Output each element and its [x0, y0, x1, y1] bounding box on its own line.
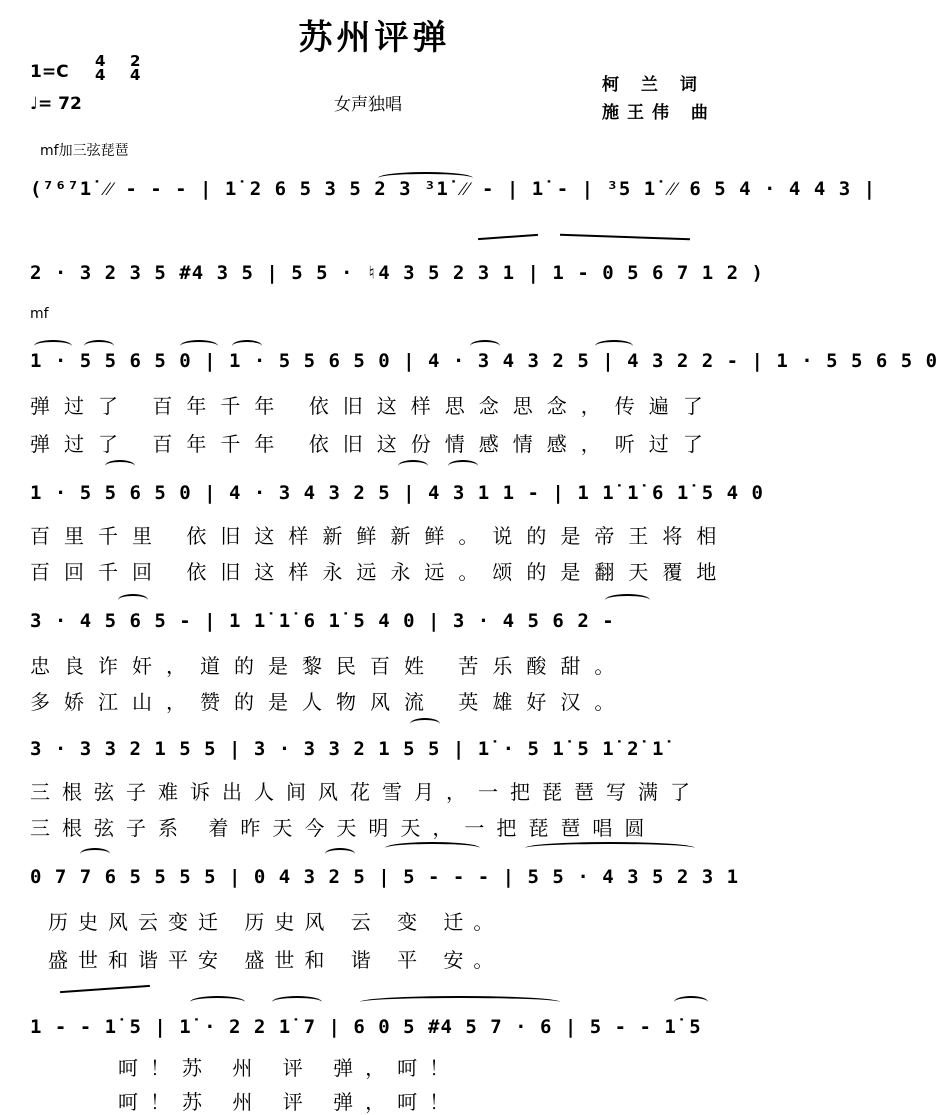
lyric-line-7b: 盛世和谐平安 盛世和 谐 平 安。 [48, 948, 504, 972]
slur [605, 594, 650, 606]
slur [385, 842, 480, 854]
score-line-5: 3 · 4 5 6 5 - | 1 1̇ 1̇ 6 1̇ 5 4 0 | 3 · 4 5 6 2 - [30, 610, 615, 632]
lyric-line-8b: 呵！苏 州 评 弹，呵！ [118, 1090, 462, 1114]
crescendo-mark [60, 985, 150, 993]
slur [360, 996, 560, 1008]
score-line-1: (⁷⁶⁷1̇ ⁄⁄ - - - | 1̇ 2 6 5 3 5 2 3 ³1̇ ⁄⁄ - | 1̇ - | ³5 1̇ ⁄⁄ 6 5 4 · 4 4 3 | [30, 178, 877, 200]
time-signature-2: 2 4 [130, 52, 141, 84]
lyricist: 柯 兰 词 [602, 75, 705, 95]
slur [272, 996, 322, 1008]
page-title: 苏州评弹 [298, 18, 451, 58]
score-line-2: 2 · 3 2 3 5 #4 3 5 | 5 5 · ♮4 3 5 2 3 1 | 1 - 0 5 6 7 1 2 ) [30, 262, 764, 284]
dynamic-mark: mf [30, 306, 49, 322]
slur [325, 848, 355, 860]
lyric-line-6a: 三根弦子难诉出人间风花雪月，一把琵琶写满了 [30, 780, 702, 804]
slur [525, 842, 695, 854]
slur [398, 460, 428, 472]
slur [105, 460, 135, 472]
lyric-line-4a: 百里千里 依旧这样新鲜新鲜。说的是帝王将相 [30, 524, 731, 548]
lyric-line-4b: 百回千回 依旧这样永远永远。颂的是翻天覆地 [30, 560, 731, 584]
score-line-4: 1 · 5 5 6 5 0 | 4 · 3 4 3 2 5 | 4 3 1 1 - | 1 1̇ 1̇ 6 1̇ 5 4 0 [30, 482, 764, 504]
subtitle: 女声独唱 [334, 95, 402, 115]
lyric-line-8a: 呵！苏 州 评 弹，呵！ [118, 1056, 462, 1080]
time-signature-1: 4 4 [95, 52, 106, 84]
lyric-line-5a: 忠良诈奸，道的是黎民百姓 苦乐酸甜。 [30, 654, 629, 678]
slur [378, 172, 473, 184]
slur [80, 848, 110, 860]
slur [118, 594, 148, 606]
crescendo-mark [560, 234, 690, 241]
score-line-6: 3 · 3 3 2 1 5 5 | 3 · 3 3 2 1 5 5 | 1̇ · 5 1̇ 5 1̇ 2̇ 1̇ [30, 738, 665, 760]
slur [190, 996, 245, 1008]
intro-marking: mf加三弦琵琶 [40, 143, 129, 159]
lyric-line-7a: 历史风云变迁 历史风 云 变 迁。 [48, 910, 504, 934]
composer: 施王伟 曲 [602, 103, 716, 123]
tempo-marking: ♩= 72 [30, 94, 82, 114]
lyric-line-3b: 弹过了 百年千年 依旧这份情感情感，听过了 [30, 432, 717, 456]
key-signature: 1=C [30, 62, 69, 82]
score-line-8: 1 - - 1̇ 5 | 1̇ · 2 2 1̇ 7 | 6 0 5 #4 5 7 · 6 | 5 - - 1̇ 5 [30, 1016, 702, 1038]
lyric-line-5b: 多娇江山，赞的是人物风流 英雄好汉。 [30, 690, 629, 714]
crescendo-mark [478, 234, 538, 240]
slur [448, 460, 478, 472]
slur [410, 718, 440, 730]
lyric-line-3a: 弹过了 百年千年 依旧这样思念思念，传遍了 [30, 394, 717, 418]
slur [674, 996, 708, 1008]
score-line-7: 0 7 7 6 5 5 5 5 | 0 4 3 2 5 | 5 - - - | 5 5 · 4 3 5 2 3 1 [30, 866, 740, 888]
lyric-line-6b: 三根弦子系 着昨天今天明天，一把琵琶唱圆 [30, 816, 657, 840]
score-line-3: 1 · 5 5 6 5 0 | 1 · 5 5 6 5 0 | 4 · 3 4 3 2 5 | 4 3 2 2 - | 1 · 5 5 6 5 0 [30, 350, 938, 372]
